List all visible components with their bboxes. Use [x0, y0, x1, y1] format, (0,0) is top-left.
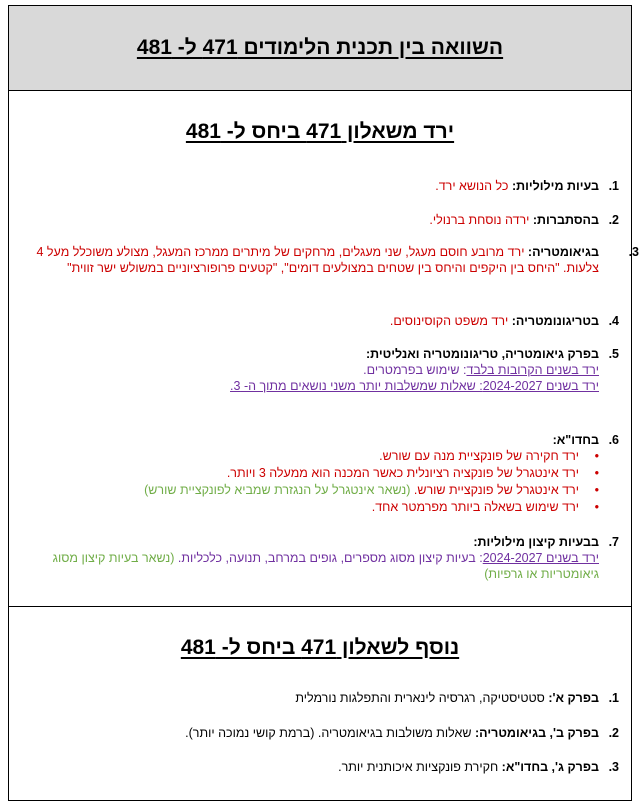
bullet-item — [144, 448, 579, 465]
removed-item-3 — [21, 244, 639, 276]
comparison-document — [8, 5, 639, 801]
kept-note: (נשאר אינטגרל על הנגזרת שמביא לפונקציית שורש) — [144, 483, 414, 497]
item-number: 2. — [608, 213, 619, 227]
period-link[interactable]: ירד בשנים 2024-2027 — [482, 551, 599, 565]
page-title: השוואה בין תכנית הלימודים 471 ל- 481 — [136, 36, 504, 59]
item-text: : שימוש בפרמטרים. — [363, 363, 467, 377]
item-label: בעיות מילוליות: — [511, 179, 599, 193]
item-label: בגיאומטריה: — [527, 245, 599, 259]
removed-item-1 — [435, 178, 619, 194]
item-label: בפרק ב', בגיאומטריה: — [475, 726, 599, 740]
added-item-1 — [295, 690, 619, 706]
item-label: בפרק א': — [548, 691, 599, 705]
bullet-text: ירד אינטגרל של פונקציה רציונלית כאשר המכנה הוא ממעלה 3 ויותר. — [226, 466, 579, 480]
bullet-text: ירד אינטגרל של פונקציית שורש. — [413, 483, 579, 497]
added-section — [9, 606, 631, 800]
item-number: 6. — [608, 433, 619, 447]
item-label: בפרק גיאומטריה, טריגונומטריה ואנליטית: — [365, 347, 599, 361]
item-number: 1. — [608, 691, 619, 705]
item-5-line-2 — [230, 378, 619, 394]
item-number: 3. — [628, 245, 639, 259]
removed-item-7 — [21, 534, 619, 582]
header-band — [9, 6, 631, 91]
item-number: 7. — [608, 535, 619, 549]
removed-item-2 — [429, 212, 619, 228]
item-text: כל הנושא ירד. — [435, 179, 512, 193]
item-number: 2. — [608, 726, 619, 740]
item-number: 5. — [608, 347, 619, 361]
period-link[interactable]: ירד בשנים 2024-2027 — [482, 379, 599, 393]
item-text: חקירת פונקציות איכותנית יותר. — [338, 760, 502, 774]
calculus-bullet-list — [144, 448, 619, 516]
period-link[interactable]: ירד בשנים הקרובות בלבד — [466, 363, 599, 377]
item-label: בחדו"א: — [552, 433, 599, 447]
item-7-detail — [21, 550, 619, 582]
kept-note: (נשאר בעיות קיצון מסוג גיאומטריות או גרפיות) — [52, 551, 599, 581]
item-label: בטריגונומטריה: — [511, 314, 599, 328]
item-label: בפרק ג', בחדו"א: — [501, 760, 599, 774]
item-text: שאלות משולבות בגיאומטריה. (ברמת קושי נמוכה יותר). — [185, 726, 475, 740]
removed-section-title: ירד משאלון 471 ביחס ל- 481 — [185, 120, 455, 143]
added-item-3 — [338, 759, 619, 775]
item-number: 4. — [608, 314, 619, 328]
item-5-line-1 — [230, 362, 619, 378]
bullet-item — [144, 465, 579, 482]
item-text: ירד מרובע חוסם מעגל, שני מעגלים, מרחקים של מיתרים ממרכז המעגל, מצולע משוכלל מעל 4 צלעות. "היחס בין היקפים והיחס בין שטחים במצולעים דומים", "קטעים פרופורציוניים במשולש ישר זווית" — [36, 245, 599, 275]
item-label: בהסתברות: — [532, 213, 599, 227]
removed-item-5 — [230, 346, 619, 394]
item-number: 3. — [608, 760, 619, 774]
item-text: : שאלות שמשלבות יותר משני נושאים מתוך ה- 3. — [230, 379, 483, 393]
bullet-item — [144, 499, 579, 516]
item-text: ירדה נוסחת ברנולי. — [429, 213, 533, 227]
added-section-title: נוסף לשאלון 471 ביחס ל- 481 — [180, 636, 460, 659]
item-label: בבעיות קיצון מילוליות: — [473, 535, 599, 549]
removed-item-6 — [144, 432, 619, 516]
added-item-2 — [185, 725, 619, 741]
item-text: ירד משפט הקוסינוסים. — [389, 314, 512, 328]
removed-section — [9, 90, 639, 607]
bullet-item — [144, 482, 579, 499]
item-number: 1. — [608, 179, 619, 193]
item-text: סטטיסטיקה, רגרסיה לינארית והתפלגות נורמלית — [295, 691, 549, 705]
bullet-text: ירד חקירה של פונקציית מנה עם שורש. — [379, 449, 579, 463]
bullet-text: ירד שימוש בשאלה ביותר מפרמטר אחד. — [371, 500, 579, 514]
item-text: : בעיות קיצון מסוג מספרים, גופים במרחב, תנועה, כלכליות. — [177, 551, 483, 565]
removed-item-4 — [390, 313, 619, 329]
